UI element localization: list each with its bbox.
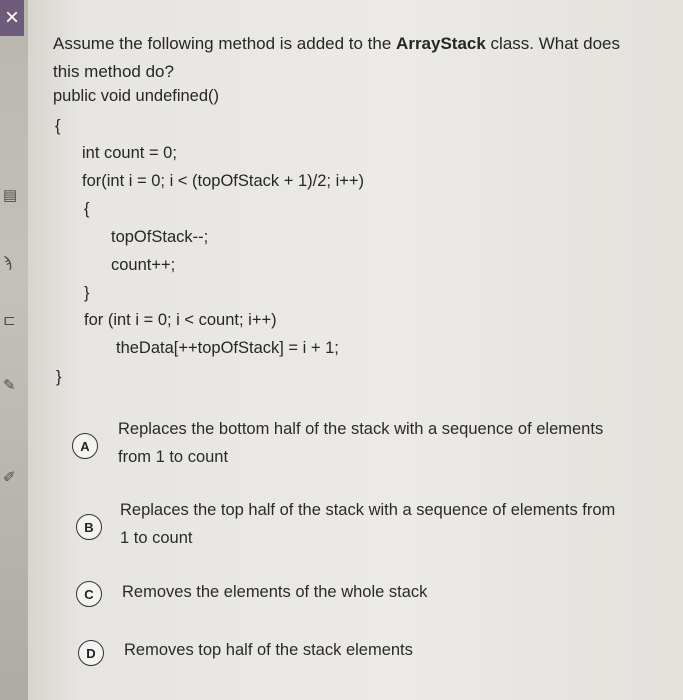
toolbar-icon-1[interactable]: ▤ bbox=[3, 187, 18, 204]
code-signature: public void undefined() bbox=[53, 87, 220, 105]
close-button[interactable] bbox=[0, 0, 24, 36]
toolbar-icon-4[interactable]: ✎ bbox=[3, 377, 16, 394]
code-inner-open-brace: { bbox=[84, 200, 90, 218]
option-c-badge: C bbox=[76, 581, 102, 607]
code-for-loop-1: for(int i = 0; i < (topOfStack + 1)/2; i++) bbox=[82, 172, 364, 190]
code-decrement: topOfStack--; bbox=[111, 228, 209, 246]
question-prefix: Assume the following method is added to the bbox=[53, 34, 397, 53]
option-b[interactable] bbox=[72, 496, 632, 552]
option-c[interactable] bbox=[72, 578, 632, 634]
close-icon: × bbox=[4, 4, 19, 31]
option-a-badge: A bbox=[72, 433, 98, 459]
option-b-text: Replaces the top half of the stack with a sequence of elements from 1 to count bbox=[120, 501, 616, 547]
toolbar-icon-2[interactable]: ϡ bbox=[3, 254, 12, 271]
option-a[interactable] bbox=[72, 415, 632, 471]
code-close-brace: } bbox=[56, 368, 62, 386]
option-d[interactable] bbox=[72, 636, 632, 692]
code-for-loop-2: for (int i = 0; i < count; i++) bbox=[84, 311, 277, 329]
option-a-text: Replaces the bottom half of the stack with a sequence of elements from 1 to count bbox=[118, 420, 604, 466]
question-suffix: class. What does this method do? bbox=[53, 34, 620, 81]
toolbar-icon-5[interactable]: ✐ bbox=[3, 469, 16, 486]
option-d-text: Removes top half of the stack elements bbox=[124, 641, 413, 659]
question-text bbox=[53, 30, 643, 86]
left-toolbar bbox=[0, 0, 28, 700]
code-count-init: int count = 0; bbox=[82, 144, 177, 162]
toolbar-icon-3[interactable]: ⊏ bbox=[3, 312, 16, 329]
option-c-text: Removes the elements of the whole stack bbox=[122, 583, 428, 601]
code-open-brace: { bbox=[55, 117, 61, 135]
code-inner-close-brace: } bbox=[84, 284, 90, 302]
option-b-badge: B bbox=[76, 514, 102, 540]
code-increment: count++; bbox=[111, 256, 176, 274]
question-class-name: ArrayStack bbox=[396, 34, 486, 53]
option-d-badge: D bbox=[78, 640, 104, 666]
code-assignment: theData[++topOfStack] = i + 1; bbox=[116, 339, 339, 357]
